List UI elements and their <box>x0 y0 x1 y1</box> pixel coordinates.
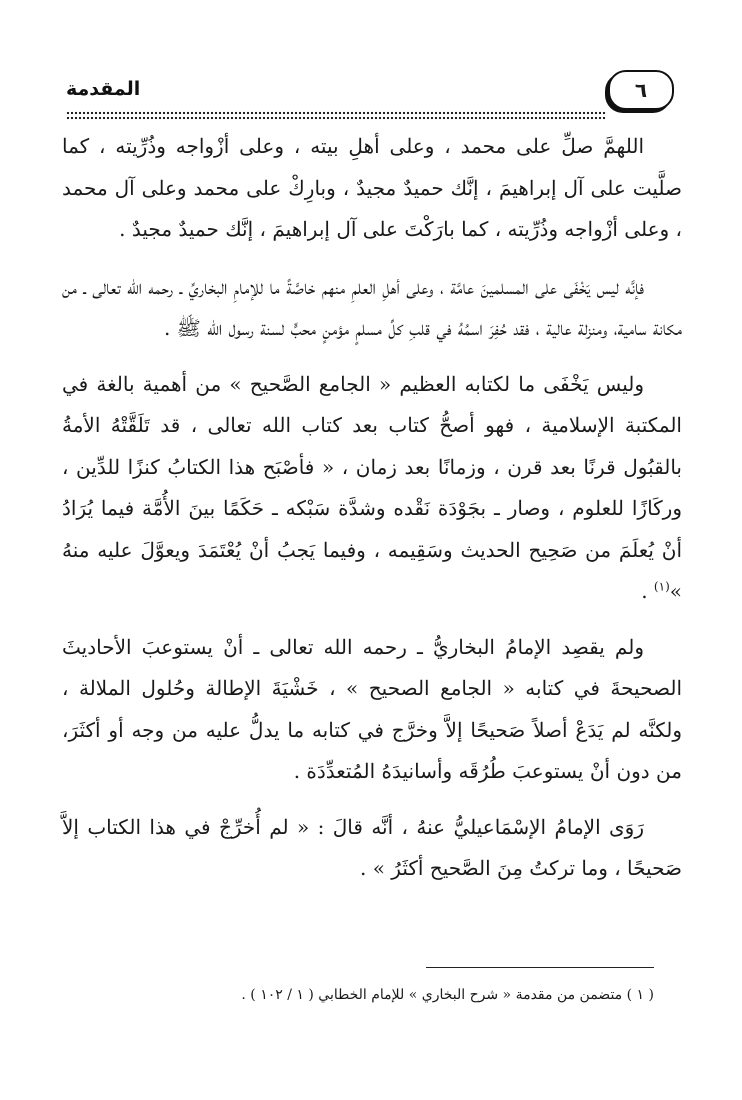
footnote-reference[interactable]: (١) <box>653 579 670 594</box>
header-dotted-rule-lower <box>66 116 606 120</box>
paragraph-sahih-importance-text: وليس يَخْفَى ما لكتابه العظيم « الجامع الصَّحيح » من أهمية بالغة في المكتبة الإسلامية ، فهو أصحُّ كتاب بعد كتاب الله تعالى ، قد تَلَقَّتْهُ الأمةُ بالقبُول قرنًا بعد قرن ، وزمانًا بعد زمان ، « فأصْبَح هذا الكتابُ كنزًا للدِّين ، وركَازًا للعلوم ، وصار ـ بجَوْدَة نَقْده وشدَّة سَبْكه ـ حَكَمًا بينَ الأُمَّة فيما يُرَادُ أنْ يُعلَمَ من صَحِيح الحديث وسَقِيمه ، وفيما يَجبُ أنْ يُعْتَمَدَ ويعوَّلَ عليه منهُ » <box>62 371 682 603</box>
paragraph-sahih-importance-end: . <box>641 579 654 603</box>
footnote: ( ١ ) متضمن من مقدمة « شرح البخاري » للإمام الخطابي ( ١ / ١٠٢ ) . <box>241 987 654 1003</box>
paragraph-imam-status: فإنَّه ليس يَخْفَى على المسلمينَ عامَّة ، وعلى أهلِ العلمِ منهم خاصَّةً ما للإمامِ البخاريِّ ـ رحمه الله تعالى ـ من مكانة سامية، ومنزلة عالية ، فقد حُفِرَ اسمُهُ في قلبِ كلِّ مسلمٍ مؤمنٍ محبٍّ لسنة رسول الله ﷺ . <box>62 274 682 340</box>
chapter-title: المقدمة <box>66 78 141 100</box>
paragraph-sahih-importance <box>62 364 682 613</box>
paragraph-ismaili-quote: رَوَى الإمامُ الإسْمَاعيليُّ عنهُ ، أنَّه قالَ : « لم أُخرِّجْ في هذا الكتاب إلاَّ صَحيحًا ، وما تركتُ مِنَ الصَّحيح أكثَرُ » . <box>62 814 682 880</box>
page-number: ٦ <box>634 78 648 102</box>
paragraph-prayer: اللهمَّ صلِّ على محمد ، وعلى أهلِ بيته ، وعلى أزْواجه وذُرِّيته ، كما صلَّيت على آل إبراهيمَ ، إنَّك حميدٌ مجيدٌ ، وبارِكْ على محمد وعلى آل محمد ، وعلى أزْواجه وذُرِّيته ، كما بارَكْتَ على آل إبراهيمَ ، إنَّك حميدٌ مجيدٌ . <box>62 134 682 241</box>
page-header <box>66 72 674 112</box>
main-text <box>62 126 682 904</box>
page-number-badge <box>608 70 674 110</box>
header-dotted-rule <box>66 111 606 115</box>
paragraph-not-exhaustive: ولم يقصِد الإمامُ البخاريُّ ـ رحمه الله تعالى ـ أنْ يستوعبَ الأحاديثَ الصحيحةَ في كتابه « الجامع الصحيح » ، خَشْيَةَ الإطالة وحُلول الملالة ، ولكنَّه لم يَدَعْ أصلاً صَحيحًا إلاَّ وخرَّج في كتابه ما يدلُّ عليه من وجه أو أكثَرَ، من دون أنْ يستوعبَ طُرُقَه وأسانيدَهُ المُتعدِّدَة . <box>62 634 682 783</box>
footnote-separator <box>426 967 654 968</box>
